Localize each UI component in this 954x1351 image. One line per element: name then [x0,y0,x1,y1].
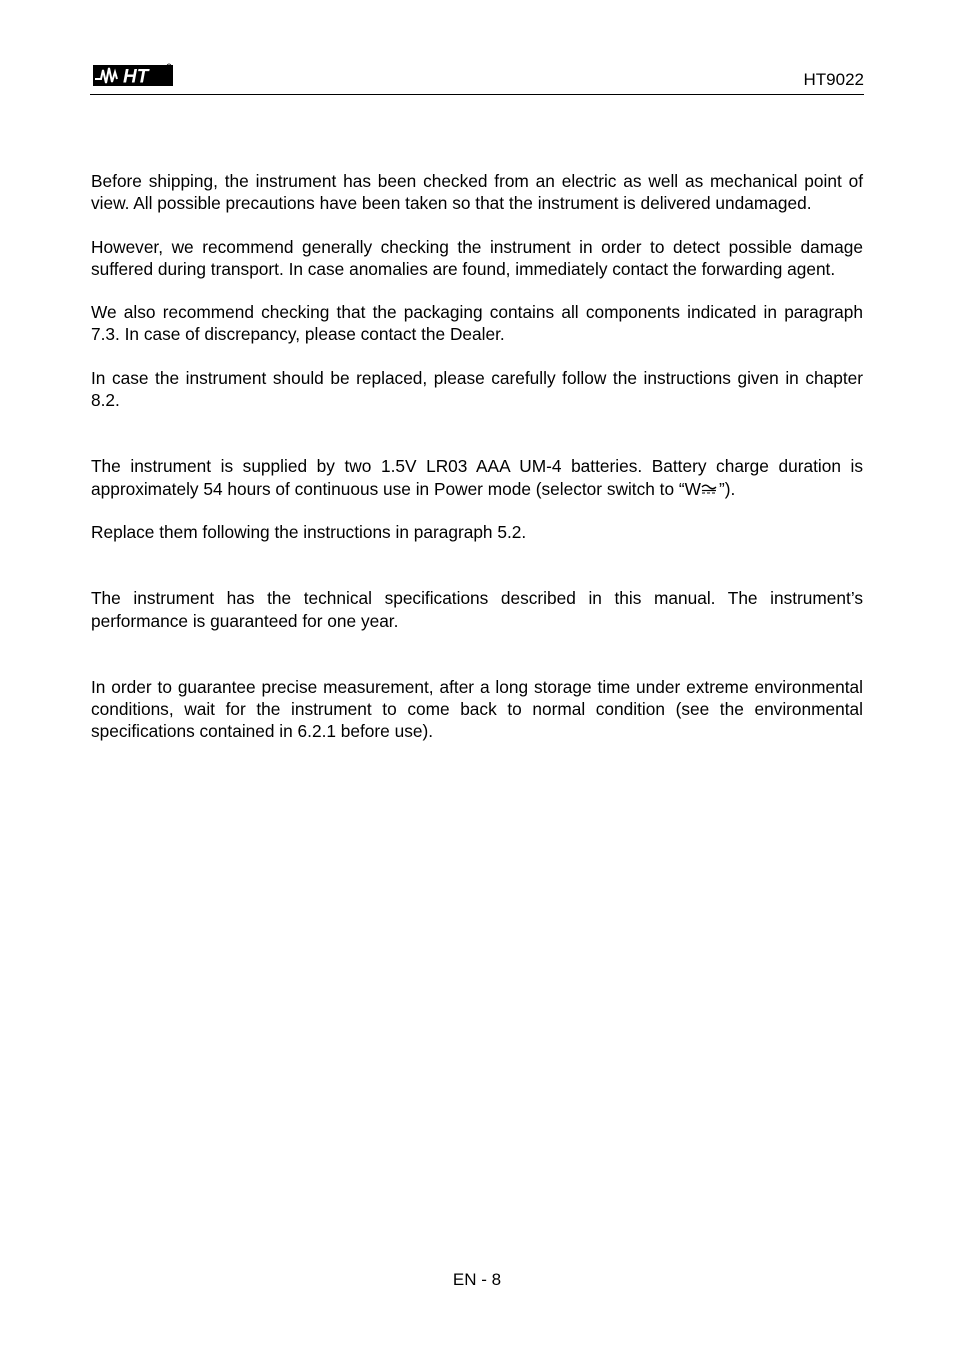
ac-dc-icon [701,484,719,494]
battery-text-end: ”). [718,478,736,499]
logo-text: HT [123,66,149,88]
page-number: EN - 8 [452,1270,502,1289]
paragraph-power-supply [91,455,863,500]
paragraph-replace-batteries: Replace them following the instructions in paragraph 5.2. [91,521,527,542]
document-body [91,170,863,743]
paragraph-specifications: The instrument has the technical specifications described in this manual. The instrument’s performance is guaranteed for one year. [91,588,863,631]
paragraph-inspection: Before shipping, the instrument has been checked from an electric as well as mechanical point of view. All possible precautions have been taken so that the instrument is delivered undamaged. [91,171,863,214]
paragraph-packaging: We also recommend checking that the packaging contains all components indicated in paragraph 7.3. In case of discrepancy, please contact the Dealer. [91,302,863,345]
paragraph-replacement: In case the instrument should be replaced, please carefully follow the instructions given in chapter 8.2. [91,367,863,411]
page-header [90,58,864,95]
paragraph-transport-damage: However, we recommend generally checking the instrument in order to detect possible damage suffered during transport. In case anomalies are found, immediately contact the forwarding agent. [91,236,863,279]
model-number: HT9022 [803,70,864,89]
paragraph-storage: In order to guarantee precise measurement, after a long storage time under extreme environmental conditions, wait for the instrument to come back to normal condition (see the environmental specifications contained in 6.2.1 before use). [91,676,863,742]
battery-text: The instrument is supplied by two 1.5V LR03 AAA UM-4 batteries. Battery charge duration is approximately 54 hours of continuous use in Power mode (selector switch to “W [91,456,863,499]
ht-logo-icon [93,62,173,88]
